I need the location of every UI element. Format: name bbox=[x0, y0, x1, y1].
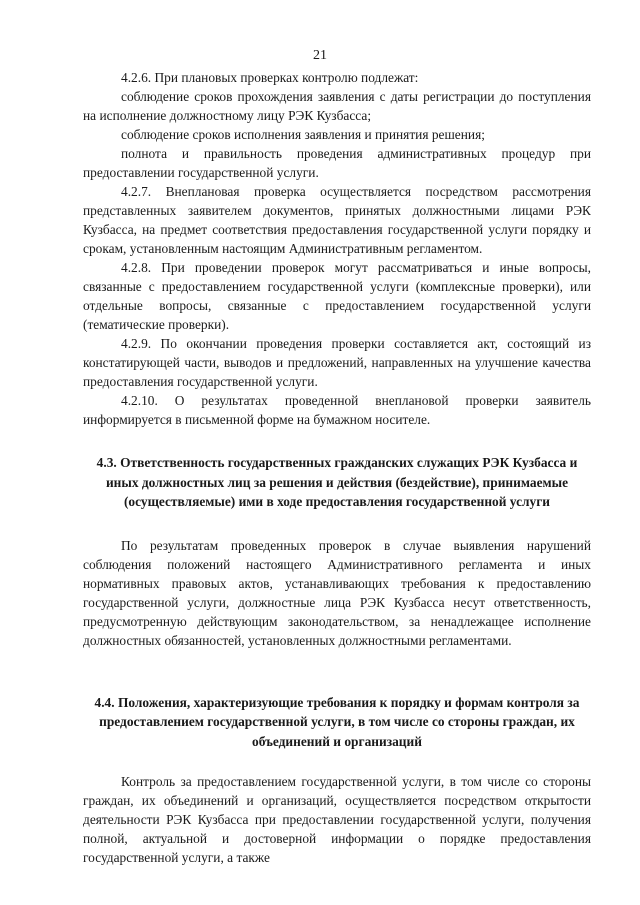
section-4-4-paragraph: Контроль за предоставлением государственной услуги, в том числе со стороны граждан, их объединений и организаций, осуществляется посредством открытости деятельности РЭК Кузбасса при предоставлении государственной услуги, получения полной, актуальной и достоверной информации о порядке предоставления государственной услуги, а также bbox=[83, 774, 591, 865]
page-body bbox=[83, 68, 591, 867]
section-4-3-heading: 4.3. Ответственность государственных гражданских служащих РЭК Кузбасса и иных должностных лиц за решения и действия (бездействие), принимаемые (осуществляемые) ими в ходе предоставления государственной услуги bbox=[96, 455, 578, 509]
paragraph-4-2-10: 4.2.10. О результатах проведенной внеплановой проверки заявитель информируется в письменной форме на бумажном носителе. bbox=[83, 393, 591, 427]
paragraph-4-2-7: 4.2.7. Внеплановая проверка осуществляется посредством рассмотрения представленных заявителем документов, принятых должностными лицами РЭК Кузбасса, на предмет соответствия предоставления государственной услуги порядку и срокам, установленным настоящим Административным регламентом. bbox=[83, 184, 591, 256]
paragraph-deadlines-decision: соблюдение сроков исполнения заявления и принятия решения; bbox=[121, 127, 485, 142]
paragraph-deadlines-registration: соблюдение сроков прохождения заявления с даты регистрации до поступления на исполнение должностному лицу РЭК Кузбасса; bbox=[83, 89, 591, 123]
paragraph-4-2-9: 4.2.9. По окончании проведения проверки составляется акт, состоящий из констатирующей части, выводов и предложений, направленных на улучшение качества предоставления государственной услуги. bbox=[83, 336, 591, 389]
section-4-3-paragraph: По результатам проведенных проверок в случае выявления нарушений соблюдения положений настоящего Административного регламента и иных нормативных правовых актов, устанавливающих требования к предоставлению государственной услуги, должностные лица РЭК Кузбасса несут ответственность, предусмотренную действующим законодательством, за ненадлежащее исполнение должностных обязанностей, установленных должностными регламентами. bbox=[83, 537, 591, 648]
section-4-2-checks bbox=[83, 68, 591, 429]
page-number: 21 bbox=[313, 48, 327, 63]
paragraph-4-2-6: 4.2.6. При плановых проверках контролю подлежат: bbox=[121, 70, 419, 85]
section-4-4-heading: 4.4. Положения, характеризующие требования к порядку и формам контроля за предоставлением государственной услуги, в том числе со стороны граждан, их объединений и организаций bbox=[94, 694, 580, 749]
paragraph-4-2-8: 4.2.8. При проведении проверок могут рассматриваться и иные вопросы, связанные с предоставлением государственной услуги (комплексные проверки), или отдельные вопросы, связанные с предоставлением государственной услуги (тематические проверки). bbox=[83, 260, 591, 332]
paragraph-completeness: полнота и правильность проведения административных процедур при предоставлении государственной услуги. bbox=[83, 146, 591, 180]
